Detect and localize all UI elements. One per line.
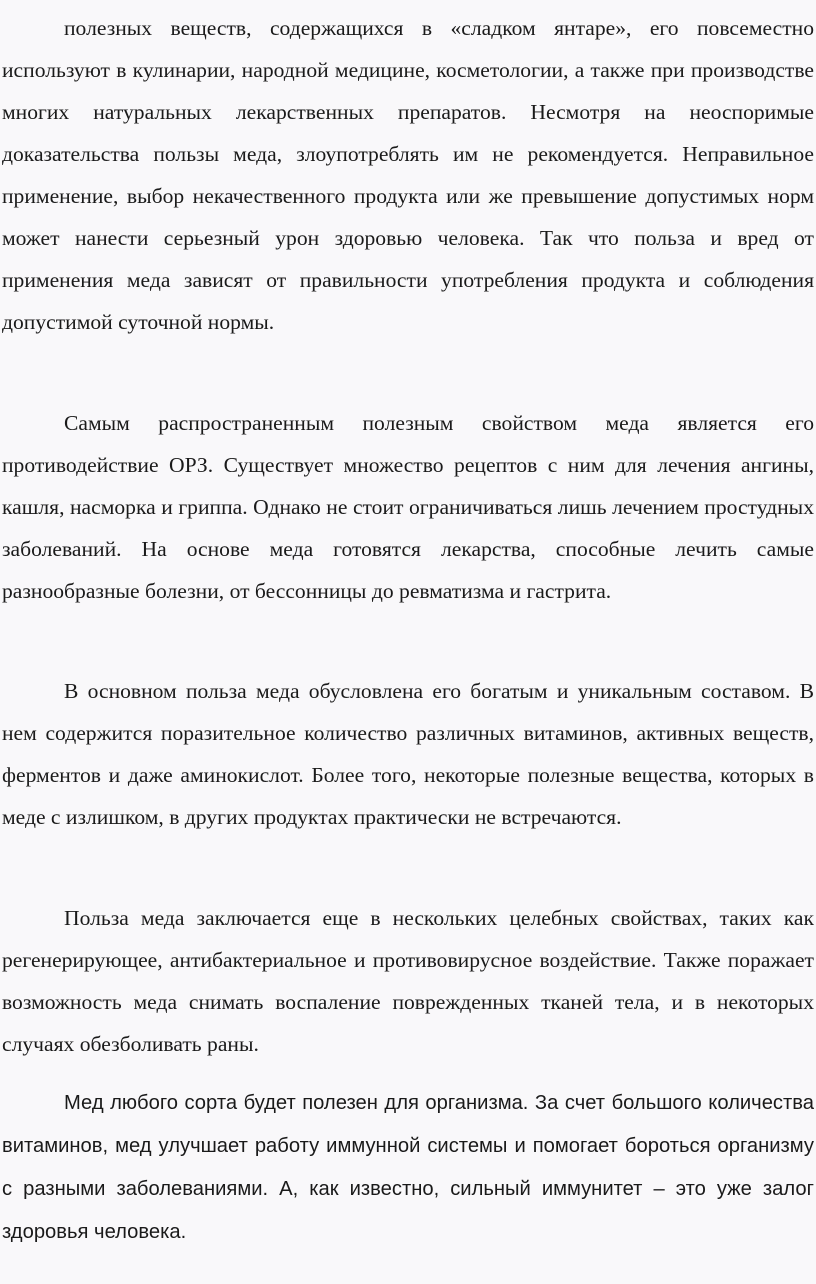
paragraph-composition: В основном польза меда обусловлена его богатым и уникальным составом. В нем содержится поразительное количество различных витаминов, активных веществ, ферментов и даже аминокислот. Более того, некоторые полезные вещества, которых в меде с излишком, в других продуктах практически не встречаются. bbox=[2, 679, 814, 829]
paragraph-healing-properties: Польза меда заключается еще в нескольких целебных свойствах, таких как регенерирующее, антибактериальное и противовирусное воздействие. Также поражает возможность меда снимать воспаление поврежденных тканей тела, и в некоторых случаях обезболивать раны. bbox=[2, 906, 814, 1056]
paragraph-continuation: полезных веществ, содержащихся в «сладком янтаре», его повсеместно используют в кулинарии, народной медицине, косметологии, а также при производстве многих натуральных лекарственных препаратов. Несмотря на неоспоримые доказательства пользы меда, злоупотреблять им не рекомендуется. Неправильное применение, выбор некачественного продукта или же превышение допустимых норм может нанести серьезный урон здоровью человека. Так что польза и вред от применения меда зависят от правильности употребления продукта и соблюдения допустимой суточной нормы. bbox=[2, 16, 814, 334]
paragraph-immunity: Мед любого сорта будет полезен для организма. За счет большого количества витаминов, мед улучшает работу иммунной системы и помогает бороться организму с разными заболеваниями. А, как известно, сильный иммунитет – это уже залог здоровья человека. bbox=[2, 1092, 814, 1243]
paragraph-ari-benefit: Самым распространенным полезным свойством меда является его противодействие ОРЗ. Существует множество рецептов с ним для лечения ангины, кашля, насморка и гриппа. Однако не стоит ограничиваться лишь лечением простудных заболеваний. На основе меда готовятся лекарства, способные лечить самые разнообразные болезни, от бессонницы до ревматизма и гастрита. bbox=[2, 411, 814, 603]
